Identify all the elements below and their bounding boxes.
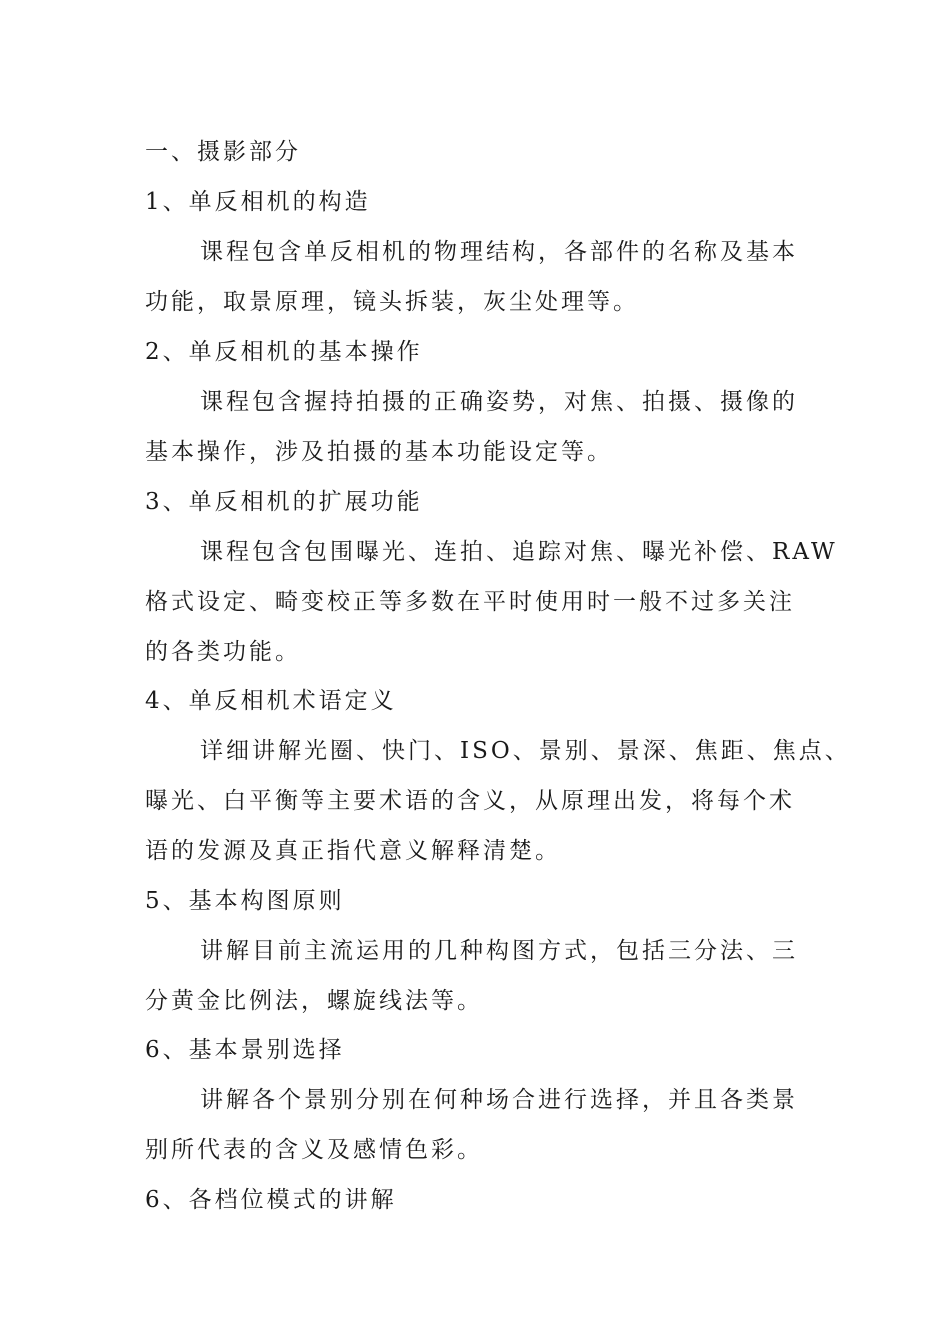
item-heading: 6、基本景别选择 (145, 1037, 345, 1063)
body-line: 别所代表的含义及感情色彩。 (145, 1137, 483, 1163)
section-title: 一、摄影部分 (145, 139, 301, 165)
body-line: 讲解各个景别分别在何种场合进行选择，并且各类景 (200, 1087, 798, 1113)
item-heading: 3、单反相机的扩展功能 (145, 489, 423, 515)
item-heading: 4、单反相机术语定义 (145, 688, 397, 714)
body-line: 功能，取景原理，镜头拆装，灰尘处理等。 (145, 289, 639, 315)
body-line: 详细讲解光圈、快门、ISO、景别、景深、焦距、焦点、 (200, 738, 851, 764)
body-line: 基本操作，涉及拍摄的基本功能设定等。 (145, 439, 613, 465)
item-heading: 5、基本构图原则 (145, 888, 345, 914)
item-heading: 1、单反相机的构造 (145, 189, 371, 215)
body-line: 曝光、白平衡等主要术语的含义，从原理出发，将每个术 (145, 788, 795, 814)
body-line: 语的发源及真正指代意义解释清楚。 (145, 838, 561, 864)
item-heading: 6、各档位模式的讲解 (145, 1187, 397, 1213)
body-line: 课程包含包围曝光、连拍、追踪对焦、曝光补偿、RAW (200, 539, 838, 565)
body-line: 分黄金比例法，螺旋线法等。 (145, 988, 483, 1014)
item-heading: 2、单反相机的基本操作 (145, 339, 423, 365)
body-line: 格式设定、畸变校正等多数在平时使用时一般不过多关注 (145, 589, 795, 615)
body-line: 课程包含单反相机的物理结构，各部件的名称及基本 (200, 239, 798, 265)
body-line: 讲解目前主流运用的几种构图方式，包括三分法、三 (200, 938, 798, 964)
body-line: 的各类功能。 (145, 639, 301, 665)
body-line: 课程包含握持拍摄的正确姿势，对焦、拍摄、摄像的 (200, 389, 798, 415)
